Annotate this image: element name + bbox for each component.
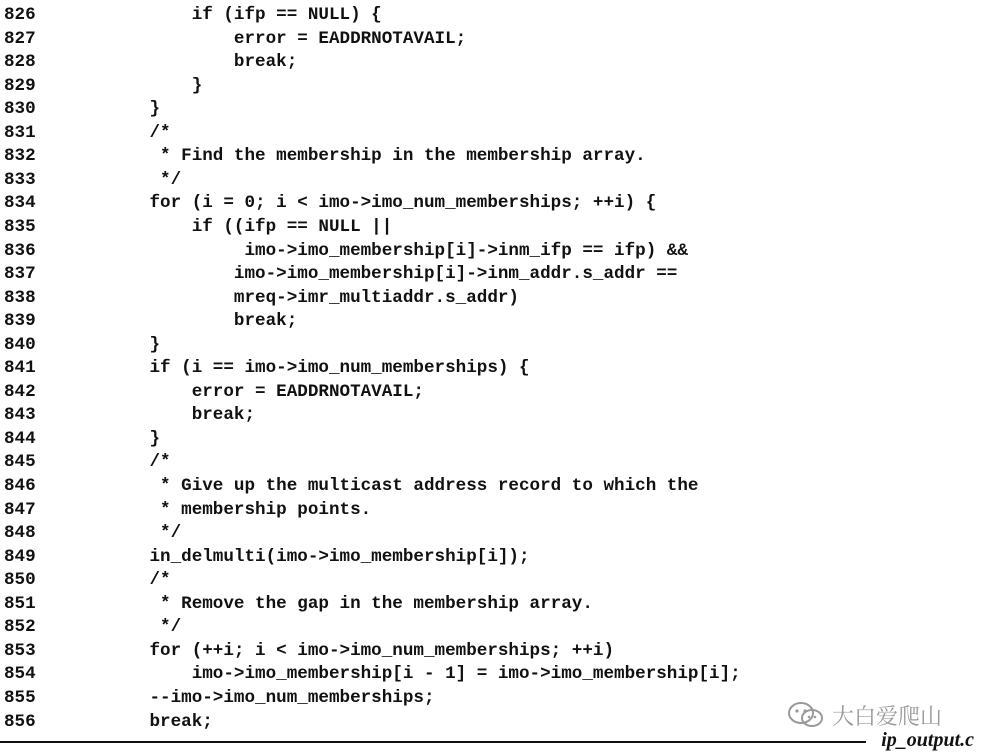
code-text: /* xyxy=(65,570,171,591)
source-filename: ip_output.c xyxy=(877,728,974,752)
line-number: 852 xyxy=(4,617,36,638)
code-text: imo->imo_membership[i - 1] = imo->imo_membership[i]; xyxy=(65,664,741,685)
line-number: 832 xyxy=(4,146,36,167)
code-text: /* xyxy=(65,122,171,143)
line-number: 839 xyxy=(4,311,36,332)
line-number: 830 xyxy=(4,99,36,120)
line-number: 850 xyxy=(4,570,36,591)
watermark xyxy=(786,698,942,732)
watermark-text: 大白爱爬山 xyxy=(832,704,943,730)
line-number: 844 xyxy=(4,428,36,449)
line-number: 847 xyxy=(4,499,36,520)
code-text: * Remove the gap in the membership array. xyxy=(65,593,593,614)
line-number: 854 xyxy=(4,664,36,685)
code-text: in_delmulti(imo->imo_membership[i]); xyxy=(65,546,530,567)
code-text: * Give up the multicast address record to which the xyxy=(65,476,699,496)
code-text: if (ifp == NULL) { xyxy=(65,5,382,25)
footer-rule xyxy=(0,741,866,743)
code-text: break; xyxy=(65,311,298,332)
code-text: for (i = 0; i < imo->imo_num_memberships; ++i) { xyxy=(65,193,657,214)
code-text: */ xyxy=(65,169,182,190)
line-number: 842 xyxy=(4,381,36,402)
line-number: 829 xyxy=(4,75,36,96)
code-text: error = EADDRNOTAVAIL; xyxy=(65,381,424,402)
code-text: mreq->imr_multiaddr.s_addr) xyxy=(65,287,519,308)
line-number: 841 xyxy=(4,358,36,379)
line-number: 831 xyxy=(4,122,36,143)
code-text: imo->imo_membership[i]->inm_addr.s_addr == xyxy=(65,264,678,285)
line-number: 851 xyxy=(4,593,36,614)
code-text: } xyxy=(65,428,161,449)
line-number: 827 xyxy=(4,28,36,49)
line-number: 836 xyxy=(4,240,36,261)
code-text: break; xyxy=(65,405,256,426)
code-text: */ xyxy=(65,617,182,638)
code-text: * Find the membership in the membership array. xyxy=(65,146,646,167)
line-number: 849 xyxy=(4,546,36,567)
code-text: break; xyxy=(65,52,298,73)
line-number: 837 xyxy=(4,264,36,285)
code-text: */ xyxy=(65,523,182,544)
line-number: 843 xyxy=(4,405,36,426)
code-text: error = EADDRNOTAVAIL; xyxy=(65,28,467,49)
code-text: --imo->imo_num_memberships; xyxy=(65,688,435,708)
code-text: /* xyxy=(65,452,171,473)
code-text: if ((ifp == NULL || xyxy=(65,217,393,237)
code-text: if (i == imo->imo_num_memberships) { xyxy=(65,358,530,379)
line-number: 840 xyxy=(4,334,36,355)
line-number: 833 xyxy=(4,169,36,190)
code-text: * membership points. xyxy=(65,499,372,520)
code-text: imo->imo_membership[i]->inm_ifp == ifp) && xyxy=(65,240,688,261)
code-text: for (++i; i < imo->imo_num_memberships; ++i) xyxy=(65,640,615,661)
line-number: 835 xyxy=(4,217,36,237)
line-number: 855 xyxy=(4,688,36,708)
line-number: 838 xyxy=(4,287,36,308)
line-number: 845 xyxy=(4,452,36,473)
wechat-icon xyxy=(786,700,826,730)
code-text: break; xyxy=(65,711,213,732)
line-number: 828 xyxy=(4,52,36,73)
line-number: 834 xyxy=(4,193,36,214)
line-number: 826 xyxy=(4,5,36,25)
code-text: } xyxy=(65,99,161,120)
line-number: 853 xyxy=(4,640,36,661)
line-number: 848 xyxy=(4,523,36,544)
line-number: 856 xyxy=(4,711,36,732)
line-number: 846 xyxy=(4,476,36,496)
code-text: } xyxy=(65,334,161,355)
code-text: } xyxy=(65,75,203,96)
